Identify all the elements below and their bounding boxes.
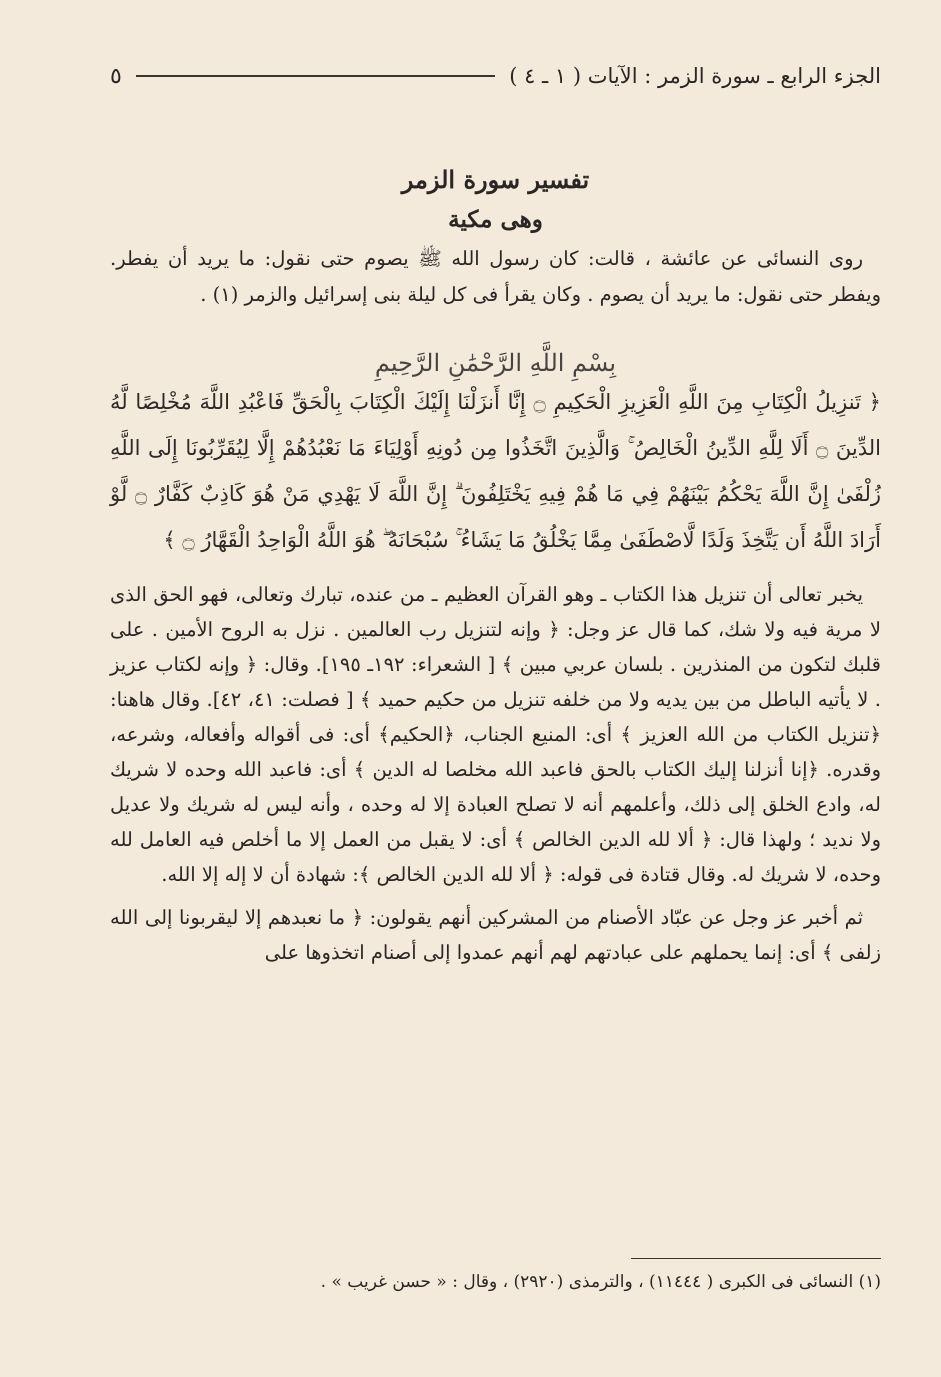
intro-paragraph: روى النسائى عن عائشة ، قالت: كان رسول الله ﷺ يصوم حتى نقول: ما يريد أن يفطر. ويفطر حتى نقول: ما يريد أن يصوم . وكان يقرأ فى كل ليلة بنى إسرائيل والزمر (١) .: [110, 247, 881, 306]
footnote: (١) النسائى فى الكبرى ( ١١٤٤٤) ، والترمذى (٢٩٢٠) ، وقال : « حسن غريب » .: [320, 1272, 881, 1292]
page-number: ٥: [110, 63, 122, 89]
page-header: [110, 58, 881, 94]
commentary: [110, 577, 881, 970]
commentary-paragraph: يخبر تعالى أن تنزيل هذا الكتاب ـ وهو القرآن العظيم ـ من عنده، تبارك وتعالى، فهو الحق الذى لا مرية فيه ولا شك، كما قال عز وجل: ﴿ وإنه لتنزيل رب العالمين . نزل به الروح الأمين . على قلبك لتكون من المنذرين . بلسان عربي مبين ﴾ [ الشعراء: ١٩٢ـ ١٩٥]. وقال: ﴿ وإنه لكتاب عزيز . لا يأتيه الباطل من بين يديه ولا من خلفه تنزيل من حكيم حميد ﴾ [ فصلت: ٤١، ٤٢]. وقال هاهنا: ﴿تنزيل الكتاب من الله العزيز ﴾ أى: المنيع الجناب، ﴿الحكيم﴾ أى: فى أقواله وأفعاله، وشرعه، وقدره. ﴿إنا أنزلنا إليك الكتاب بالحق فاعبد الله مخلصا له الدين ﴾ أى: فاعبد الله وحده لا شريك له، وادع الخلق إلى ذلك، وأعلمهم أنه لا تصلح العبادة إلا له وحده ، وأنه ليس له شريك ولا عديل ولا نديد ؛ ولهذا قال: ﴿ ألا لله الدين الخالص ﴾ أى: لا يقبل من العمل إلا ما أخلص فيه العامل لله وحده، لا شريك له. وقال قتادة فى قوله: ﴿ ألا لله الدين الخالص ﴾: شهادة أن لا إله إلا الله.: [110, 583, 881, 886]
running-title: الجزء الرابع ـ سورة الزمر : الآيات ( ١ ـ ٤ ): [509, 64, 881, 88]
header-rule: [136, 75, 495, 77]
footnote-rule: [631, 1258, 881, 1259]
basmala: بِسْمِ اللَّهِ الرَّحْمَٰنِ الرَّحِيمِ: [374, 349, 617, 377]
page-body: [110, 165, 881, 970]
quran-verses: ﴿ تَنزِيلُ الْكِتَابِ مِنَ اللَّهِ الْعَزِيزِ الْحَكِيمِ ۝ إِنَّا أَنزَلْنَا إِلَيْكَ الْكِتَابَ بِالْحَقِّ فَاعْبُدِ اللَّهَ مُخْلِصًا لَّهُ الدِّينَ ۝ أَلَا لِلَّهِ الدِّينُ الْخَالِصُ ۚ وَالَّذِينَ اتَّخَذُوا مِن دُونِهِ أَوْلِيَاءَ مَا نَعْبُدُهُمْ إِلَّا لِيُقَرِّبُونَا إِلَى اللَّهِ زُلْفَىٰ إِنَّ اللَّهَ يَحْكُمُ بَيْنَهُمْ فِي مَا هُمْ فِيهِ يَخْتَلِفُونَ ۗ إِنَّ اللَّهَ لَا يَهْدِي مَنْ هُوَ كَاذِبٌ كَفَّارٌ ۝ لَّوْ أَرَادَ اللَّهُ أَن يَتَّخِذَ وَلَدًا لَّاصْطَفَىٰ مِمَّا يَخْلُقُ مَا يَشَاءُ ۚ سُبْحَانَهُ ۖ هُوَ اللَّهُ الْوَاحِدُ الْقَهَّارُ ۝ ﴾: [110, 390, 881, 552]
commentary-paragraph: ثم أخبر عز وجل عن عبّاد الأصنام من المشركين أنهم يقولون: ﴿ ما نعبدهم إلا ليقربونا إلى الله زلفى ﴾ أى: إنما يحملهم على عبادتهم لهم أنهم عمدوا إلى أصنام اتخذوها على: [110, 906, 881, 964]
surah-title: تفسير سورة الزمر: [401, 165, 590, 194]
surah-subtitle: وهى مكية: [448, 206, 543, 233]
